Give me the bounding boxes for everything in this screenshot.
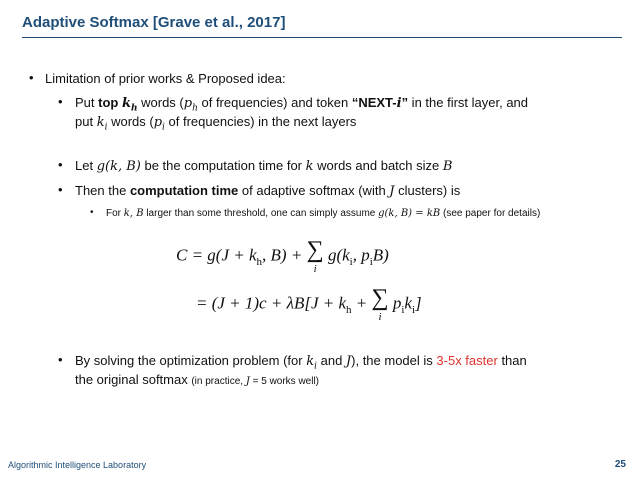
text: in the first layer, and <box>408 95 529 110</box>
math: p <box>183 96 193 111</box>
text: Let <box>75 158 97 173</box>
equation-part: i <box>401 303 405 316</box>
text: than <box>497 353 527 368</box>
text: words and batch size <box>313 158 443 173</box>
equation-part: , p <box>352 245 370 265</box>
bullet-dot: • <box>90 207 94 218</box>
equation-part: i <box>369 255 373 268</box>
equation-part: i <box>313 263 317 275</box>
text: words ( <box>137 95 184 110</box>
text: and <box>317 353 346 368</box>
equation-part: , B) + <box>262 245 307 265</box>
bullet-limitation: Limitation of prior works & Proposed idea: <box>45 71 286 86</box>
equation-part: g(k <box>327 245 350 265</box>
math: g(k, B) = kB <box>378 208 441 219</box>
equation-line-1 <box>176 238 389 275</box>
math: J <box>345 354 352 369</box>
text: be the computation time for <box>140 158 306 173</box>
equation-part: C = g(J + k <box>176 245 257 265</box>
text: ), the model is <box>351 353 437 368</box>
equation-part: ] <box>415 293 422 313</box>
math: k <box>96 115 105 130</box>
bullet-solve-line2 <box>75 371 319 390</box>
bullet-dot: • <box>58 352 63 367</box>
math: k <box>306 354 315 369</box>
highlight-text: 3-5x faster <box>436 353 498 368</box>
bullet-then <box>75 182 460 200</box>
slide-title: Adaptive Softmax [Grave et al., 2017] <box>22 14 286 31</box>
equation-part: + <box>351 293 372 313</box>
text: ” <box>401 95 409 110</box>
text: clusters) is <box>394 183 461 198</box>
equation-part: B) <box>372 245 389 265</box>
text: Put <box>75 95 99 110</box>
math: k <box>121 96 131 111</box>
text: (see paper for details) <box>440 208 541 219</box>
text: = 5 works well) <box>249 376 320 387</box>
math: J <box>245 376 250 387</box>
math: p <box>153 115 163 130</box>
text: of adaptive softmax (with <box>238 183 390 198</box>
math: k <box>305 159 314 174</box>
equation-part: p <box>392 293 402 313</box>
bullet-put-line2 <box>75 113 356 137</box>
equation-part: h <box>346 303 352 316</box>
text: computation time <box>129 183 239 198</box>
text: top <box>98 95 122 110</box>
page-number: 25 <box>614 459 626 470</box>
math: i <box>162 122 165 133</box>
math: k, B <box>123 208 144 219</box>
equation-part: i <box>411 303 416 316</box>
bullet-dot: • <box>58 157 63 172</box>
text: For <box>106 208 124 219</box>
equation-part: k <box>404 293 412 313</box>
bullet-dot: • <box>58 182 63 197</box>
math: i <box>396 96 402 111</box>
math: g(k, B) <box>96 159 141 174</box>
math: h <box>192 103 198 114</box>
math: i <box>104 122 108 133</box>
equation-part: i <box>349 255 353 268</box>
math: B <box>442 159 453 174</box>
bullet-for <box>106 207 540 221</box>
equation-part: h <box>256 255 263 268</box>
title-divider <box>22 37 622 38</box>
text: the original softmax <box>75 372 192 387</box>
text: of frequencies) and token <box>197 95 352 110</box>
equation-part: = (J + 1)c + λB[J + k <box>196 293 347 313</box>
footer-lab-name: Algorithmic Intelligence Laboratory <box>8 460 147 470</box>
text: put <box>75 114 97 129</box>
text: Then the <box>75 183 130 198</box>
text: words ( <box>107 114 154 129</box>
math: i <box>314 361 317 372</box>
equation-line-2 <box>196 286 422 323</box>
text: By solving the optimization problem (for <box>75 353 307 368</box>
text: larger than some threshold, one can simply assume <box>143 208 379 219</box>
bullet-dot: • <box>58 94 63 109</box>
text: “NEXT- <box>351 95 397 110</box>
math: J <box>389 184 395 199</box>
text: of frequencies) in the next layers <box>164 114 357 129</box>
bullet-let <box>75 157 452 175</box>
bullet-dot: • <box>29 70 34 85</box>
summation-symbol: ∑ i <box>306 237 324 275</box>
summation-symbol: ∑ i <box>371 285 389 323</box>
math: h <box>130 103 138 114</box>
equation-part: i <box>378 311 382 323</box>
text: (in practice, <box>191 376 246 387</box>
